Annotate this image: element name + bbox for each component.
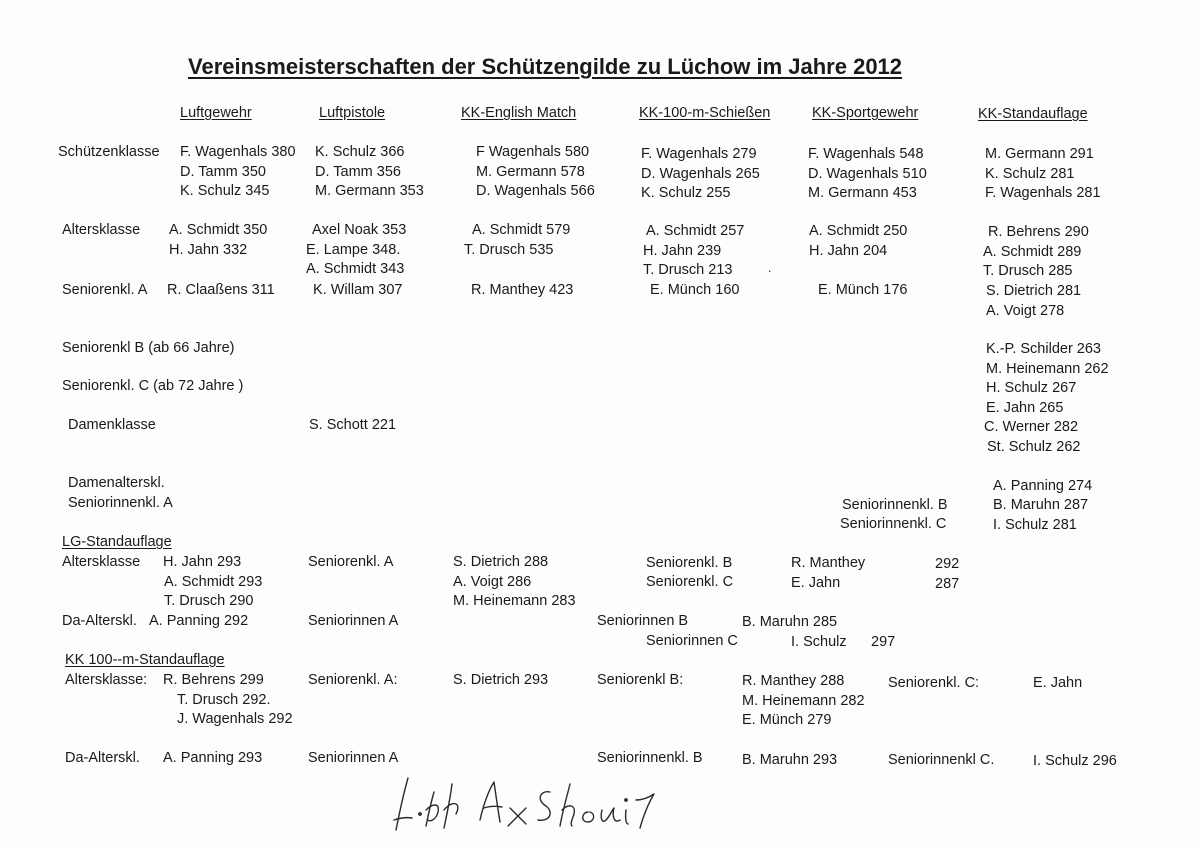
result-entry: C. Werner 282 — [984, 419, 1079, 435]
result-entry: E. Münch 279 — [742, 712, 832, 728]
result-entry: J. Wagenhals 292 — [177, 711, 293, 727]
class-label-seniorenklasse-a: Seniorenkl. A — [62, 282, 148, 298]
result-entry: A. Schmidt 343 — [306, 261, 405, 277]
header-kk-standauflage: KK-Standauflage — [978, 106, 1088, 122]
result-entry: E. Jahn — [791, 574, 841, 591]
lg-result-seniorinnen-c-name: I. Schulz — [791, 634, 847, 650]
result-entry: St. Schulz 262 — [987, 438, 1081, 455]
scan-dot: . — [768, 261, 772, 275]
result-entry: K. Schulz 255 — [641, 185, 731, 201]
lg-label-seniorenklasse-b: Seniorenkl. B — [646, 555, 733, 571]
lg-results-seniorenklasse-bc-scores — [935, 557, 959, 596]
class-label-damenaltersklasse: Damenalterskl. — [68, 475, 165, 491]
result-senioren-a-luftgewehr: R. Claaßens 311 — [167, 282, 275, 298]
header-luftpistole: Luftpistole — [319, 105, 386, 121]
result-damen-luftpistole: S. Schott 221 — [309, 417, 397, 433]
results-senioren-a-kk-standauflage — [986, 284, 1081, 323]
lg-label-damen-altersklasse: Da-Alterskl. — [62, 613, 137, 629]
result-entry: M. Germann 353 — [315, 183, 424, 199]
result-senioren-a-kk-sportgewehr: E. Münch 176 — [818, 282, 908, 298]
result-entry: R. Manthey 288 — [742, 673, 845, 689]
class-label-damenklasse: Damenklasse — [68, 417, 156, 433]
result-senioren-a-luftpistole: K. Willam 307 — [313, 282, 403, 298]
result-entry: D. Wagenhals 510 — [808, 165, 927, 182]
kk100-label-seniorenklasse-b: Seniorenkl B: — [597, 672, 684, 688]
lg-results-altersklasse — [163, 555, 262, 614]
kk100-label-seniorenklasse-c: Seniorenkl. C: — [888, 675, 980, 691]
result-entry: F. Wagenhals 281 — [985, 185, 1101, 201]
result-entry: A. Voigt 286 — [453, 573, 532, 590]
section-heading-kk100-standauflage: KK 100--m-Standauflage — [65, 652, 225, 668]
result-entry: F Wagenhals 580 — [476, 144, 590, 160]
result-damenalters-kk-standauflage: A. Panning 274 — [993, 478, 1093, 494]
lg-label-seniorinnen-c: Seniorinnen C — [646, 633, 738, 649]
results-senioren-b-kk-standauflage — [986, 342, 1109, 381]
results-schuetzen-kk-100m — [641, 147, 760, 206]
lg-result-damen-altersklasse: A. Panning 292 — [149, 613, 249, 629]
result-entry: F. Wagenhals 548 — [808, 146, 924, 162]
lg-label-seniorinnen-b: Seniorinnen B — [597, 613, 689, 629]
kk100-result-seniorinnen-b: B. Maruhn 293 — [742, 752, 838, 768]
results-alters-luftgewehr — [169, 223, 267, 262]
class-label-altersklasse: Altersklasse — [62, 222, 141, 238]
result-entry: K. Schulz 345 — [180, 183, 270, 199]
result-entry: M. Heinemann 262 — [986, 360, 1109, 377]
result-entry: A. Schmidt 579 — [472, 222, 571, 238]
result-entry: M. Germann 578 — [476, 163, 585, 180]
header-kk-sportgewehr: KK-Sportgewehr — [812, 105, 919, 121]
kk100-label-seniorinnen-a: Seniorinnen A — [308, 750, 399, 766]
class-label-seniorinnenklasse-b: Seniorinnenkl. B — [842, 497, 948, 513]
kk100-result-seniorinnen-c: I. Schulz 296 — [1033, 753, 1117, 769]
result-entry: M. Germann 453 — [808, 185, 917, 201]
header-kk-100m: KK-100-m-Schießen — [639, 105, 771, 121]
result-entry: K. Schulz 281 — [985, 165, 1075, 182]
result-entry: T. Drusch 213 — [643, 262, 733, 278]
result-entry: A. Schmidt 289 — [983, 243, 1082, 260]
result-entry: D. Tamm 350 — [180, 163, 266, 180]
results-schuetzen-kk-english — [476, 145, 595, 204]
result-entry: T. Drusch 290 — [164, 593, 254, 609]
result-entry: A. Schmidt 257 — [646, 223, 745, 239]
results-alters-kk-sportgewehr — [809, 224, 907, 263]
result-entry: F. Wagenhals 279 — [641, 146, 757, 162]
lg-label-seniorenklasse-c: Seniorenkl. C — [646, 574, 734, 590]
result-score: 287 — [935, 575, 960, 592]
result-senioren-a-kk-english: R. Manthey 423 — [471, 282, 574, 298]
result-entry: T. Drusch 535 — [464, 241, 554, 258]
results-senioren-c-kk-standauflage — [986, 381, 1076, 420]
lg-label-altersklasse: Altersklasse — [62, 554, 141, 570]
results-damen-kk-standauflage — [984, 420, 1081, 459]
result-entry: E. Jahn 265 — [986, 399, 1064, 416]
result-entry: D. Wagenhals 566 — [476, 183, 595, 199]
kk100-results-seniorenklasse-b — [742, 674, 865, 733]
result-entry: S. Dietrich 288 — [453, 554, 549, 570]
result-entry: R. Behrens 299 — [163, 672, 264, 688]
kk100-label-altersklasse: Altersklasse: — [65, 672, 148, 688]
result-entry: A. Schmidt 293 — [164, 573, 263, 590]
result-entry: D. Tamm 356 — [315, 163, 401, 180]
result-entry: M. Heinemann 282 — [742, 692, 865, 709]
results-alters-luftpistole — [306, 223, 406, 282]
kk100-label-seniorinnen-c: Seniorinnenkl C. — [888, 752, 995, 768]
class-label-seniorenklasse-c: Seniorenkl. C (ab 72 Jahre ) — [62, 378, 244, 394]
lg-label-seniorinnen-a: Seniorinnen A — [308, 613, 399, 629]
result-entry: K.-P. Schilder 263 — [986, 341, 1101, 357]
lg-results-seniorenklasse-bc-names — [791, 556, 865, 595]
kk100-label-damen-altersklasse: Da-Alterskl. — [65, 750, 140, 766]
result-entry: A. Schmidt 250 — [809, 223, 908, 239]
result-entry: S. Dietrich 281 — [986, 283, 1082, 299]
kk100-result-damen-altersklasse: A. Panning 293 — [163, 750, 263, 766]
lg-result-seniorinnen-c-score: 297 — [871, 634, 896, 650]
signature-handwritten — [390, 770, 660, 840]
result-entry: A. Schmidt 350 — [169, 222, 268, 238]
results-alters-kk-100m — [643, 224, 744, 283]
result-entry: F. Wagenhals 380 — [180, 144, 296, 160]
results-schuetzen-luftgewehr — [180, 145, 296, 204]
result-entry: H. Jahn 293 — [163, 554, 242, 570]
result-entry: T. Drusch 285 — [983, 263, 1073, 279]
result-senioren-a-kk-100m: E. Münch 160 — [650, 282, 740, 298]
result-entry: H. Jahn 239 — [643, 242, 722, 259]
result-score: 292 — [935, 556, 960, 572]
kk100-result-seniorenklasse-c: E. Jahn — [1033, 675, 1083, 691]
results-alters-kk-standauflage — [983, 225, 1089, 284]
result-entry: M. Heinemann 283 — [453, 593, 576, 609]
lg-label-seniorenklasse-a: Seniorenkl. A — [308, 554, 394, 570]
result-entry: H. Schulz 267 — [986, 380, 1077, 396]
lg-results-seniorenklasse-a — [453, 555, 576, 614]
header-luftgewehr: Luftgewehr — [180, 105, 252, 121]
result-entry: Axel Noak 353 — [312, 222, 407, 238]
results-schuetzen-kk-sportgewehr — [808, 147, 927, 206]
kk100-results-altersklasse — [163, 673, 293, 732]
class-label-seniorinnenklasse-c: Seniorinnenkl. C — [840, 516, 947, 532]
kk100-label-seniorenklasse-a: Seniorenkl. A: — [308, 672, 398, 688]
results-schuetzen-luftpistole — [315, 145, 424, 204]
header-kk-english-match: KK-English Match — [461, 105, 577, 121]
result-entry: H. Jahn 332 — [169, 241, 248, 258]
result-entry: M. Germann 291 — [985, 146, 1094, 162]
result-entry: D. Wagenhals 265 — [641, 165, 760, 182]
result-seniorinnen-c-kk-standauflage: I. Schulz 281 — [993, 517, 1077, 533]
result-entry: R. Behrens 290 — [988, 224, 1089, 240]
section-heading-lg-standauflage: LG-Standauflage — [62, 534, 172, 550]
result-entry: K. Schulz 366 — [315, 144, 405, 160]
result-entry: T. Drusch 292. — [177, 691, 271, 708]
results-schuetzen-kk-standauflage — [985, 147, 1101, 206]
class-label-seniorinnenklasse-a: Seniorinnenkl. A — [68, 495, 173, 511]
result-entry: R. Manthey — [791, 555, 866, 571]
lg-result-seniorinnen-b: B. Maruhn 285 — [742, 614, 838, 630]
result-entry: H. Jahn 204 — [809, 242, 888, 259]
result-entry: A. Voigt 278 — [986, 302, 1065, 319]
result-seniorinnen-b-kk-standauflage: B. Maruhn 287 — [993, 497, 1089, 513]
kk100-label-seniorinnen-b: Seniorinnenkl. B — [597, 750, 703, 766]
class-label-seniorenklasse-b: Seniorenkl B (ab 66 Jahre) — [62, 340, 235, 356]
results-alters-kk-english — [464, 223, 570, 262]
kk100-result-seniorenklasse-a: S. Dietrich 293 — [453, 672, 549, 688]
page-title: Vereinsmeisterschaften der Schützengilde zu Lüchow im Jahre 2012 — [188, 54, 903, 79]
class-label-schuetzenklasse: Schützenklasse — [58, 144, 160, 160]
result-entry: E. Lampe 348. — [306, 241, 401, 258]
